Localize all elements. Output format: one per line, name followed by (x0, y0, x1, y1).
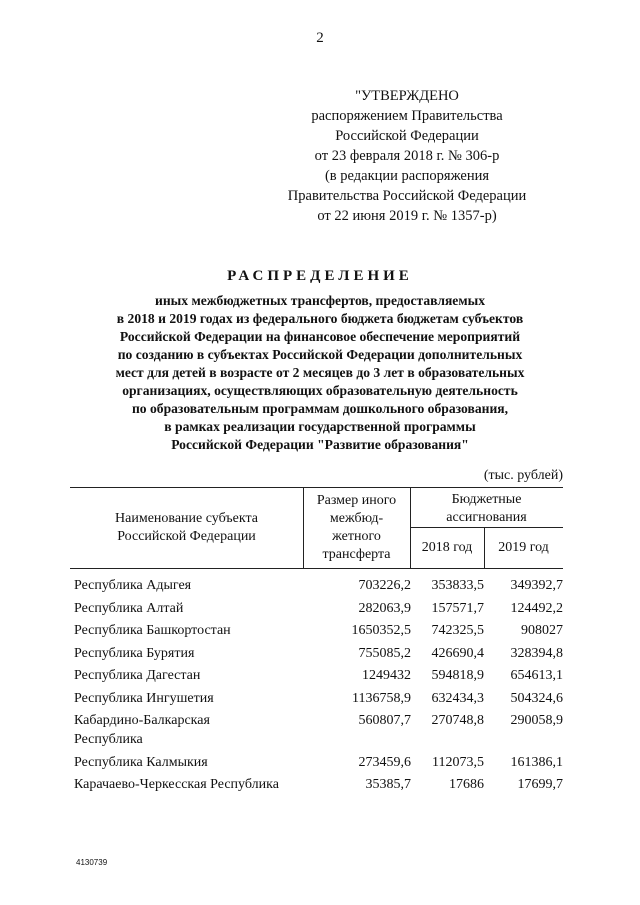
value-2019: 349392,7 (510, 578, 563, 593)
value-2019: 17699,7 (517, 777, 563, 792)
transfer-value: 703226,2 (358, 578, 411, 593)
table-row (74, 599, 563, 618)
table-row (74, 666, 563, 685)
value-2018: 17686 (449, 777, 484, 792)
document-subtitle (70, 292, 570, 454)
units-label: (тыс. рублей) (483, 468, 563, 483)
value-2018: 157571,7 (431, 600, 484, 616)
transfer-value: 1650352,5 (351, 623, 411, 638)
region-name: Карачаево-Черкесская Республика (74, 777, 279, 792)
header-year-2018: 2018 год (421, 540, 473, 555)
approval-line: распоряжением Правительства (311, 108, 503, 124)
value-2019: 290058,9 (510, 713, 563, 728)
region-name: Республика Дагестан (74, 668, 201, 683)
table-row (74, 775, 563, 794)
value-2019: 161386,1 (510, 754, 563, 770)
value-2019: 654613,1 (510, 668, 563, 683)
document-title: РАСПРЕДЕЛЕНИЕ (227, 268, 413, 284)
table-header (70, 487, 563, 569)
transfer-value: 755085,2 (358, 645, 411, 661)
subtitle-line: Российской Федерации на финансовое обеспечение мероприятий (119, 329, 521, 344)
subtitle-line: в 2018 и 2019 годах из федерального бюджета бюджетам субъектов (116, 311, 524, 326)
region-name: Республика Калмыкия (74, 754, 208, 770)
approval-line: (в редакции распоряжения (324, 168, 490, 184)
page-number: 2 (316, 30, 324, 46)
approval-line: Российской Федерации (335, 128, 479, 144)
region-name: Республика Ингушетия (74, 690, 214, 706)
value-2019: 908027 (521, 623, 563, 638)
value-2018: 594818,9 (431, 668, 484, 683)
approval-line: от 23 февраля 2018 г. № 306-р (314, 148, 500, 164)
approval-line: от 22 июня 2019 г. № 1357-р) (317, 208, 497, 224)
region-name: Республика Башкортостан (74, 623, 231, 638)
region-name: Республика Бурятия (74, 645, 195, 661)
subtitle-line: по созданию в субъектах Российской Федерации дополнительных (117, 347, 523, 362)
region-name: Республика Алтай (74, 600, 184, 616)
value-2018: 632434,3 (431, 690, 484, 706)
approval-line: Правительства Российской Федерации (287, 188, 527, 204)
transfer-value: 1136758,9 (352, 690, 411, 706)
document-code: 4130739 (76, 858, 108, 867)
header-year-2019: 2019 год (498, 540, 549, 555)
region-name: Кабардино-Балкарская Республика (74, 713, 210, 747)
value-2018: 112073,5 (432, 754, 484, 770)
value-2019: 328394,8 (510, 645, 563, 661)
value-2019: 504324,6 (510, 690, 563, 706)
header-transfer-size: Размер иного межбюд- жетного трансферта (316, 493, 397, 562)
subtitle-line: иных межбюджетных трансфертов, предоставляемых (155, 293, 485, 308)
table-row (74, 621, 563, 640)
subtitle-line: в рамках реализации государственной программы (164, 419, 476, 434)
subtitle-line: мест для детей в возрасте от 2 месяцев до 3 лет в образовательных (115, 365, 525, 380)
transfer-value: 35385,7 (365, 777, 411, 792)
header-budget-allocations: Бюджетные ассигнования (446, 492, 527, 525)
value-2018: 426690,4 (431, 645, 484, 661)
header-region-name: Наименование субъекта Российской Федерации (115, 511, 258, 544)
approval-block (262, 86, 552, 226)
header-divider (410, 527, 563, 528)
transfer-value: 560807,7 (358, 713, 411, 728)
subtitle-line: Российской Федерации "Развитие образования" (171, 437, 469, 452)
transfer-value: 273459,6 (358, 754, 411, 770)
value-2018: 353833,5 (431, 578, 484, 593)
transfer-value: 282063,9 (358, 600, 411, 616)
value-2019: 124492,2 (510, 600, 563, 616)
subtitle-line: организациях, осуществляющих образовательную деятельность (122, 383, 518, 398)
table-row (74, 753, 563, 772)
table-row (74, 576, 563, 595)
approval-line: "УТВЕРЖДЕНО (355, 88, 459, 104)
table-row (74, 711, 563, 749)
value-2018: 270748,8 (431, 713, 484, 728)
transfer-value: 1249432 (362, 668, 411, 683)
table-body (74, 576, 563, 798)
region-name: Республика Адыгея (74, 578, 192, 593)
subtitle-line: по образовательным программам дошкольного образования, (131, 401, 509, 416)
table-row (74, 689, 563, 708)
table-row (74, 644, 563, 663)
value-2018: 742325,5 (431, 623, 484, 638)
